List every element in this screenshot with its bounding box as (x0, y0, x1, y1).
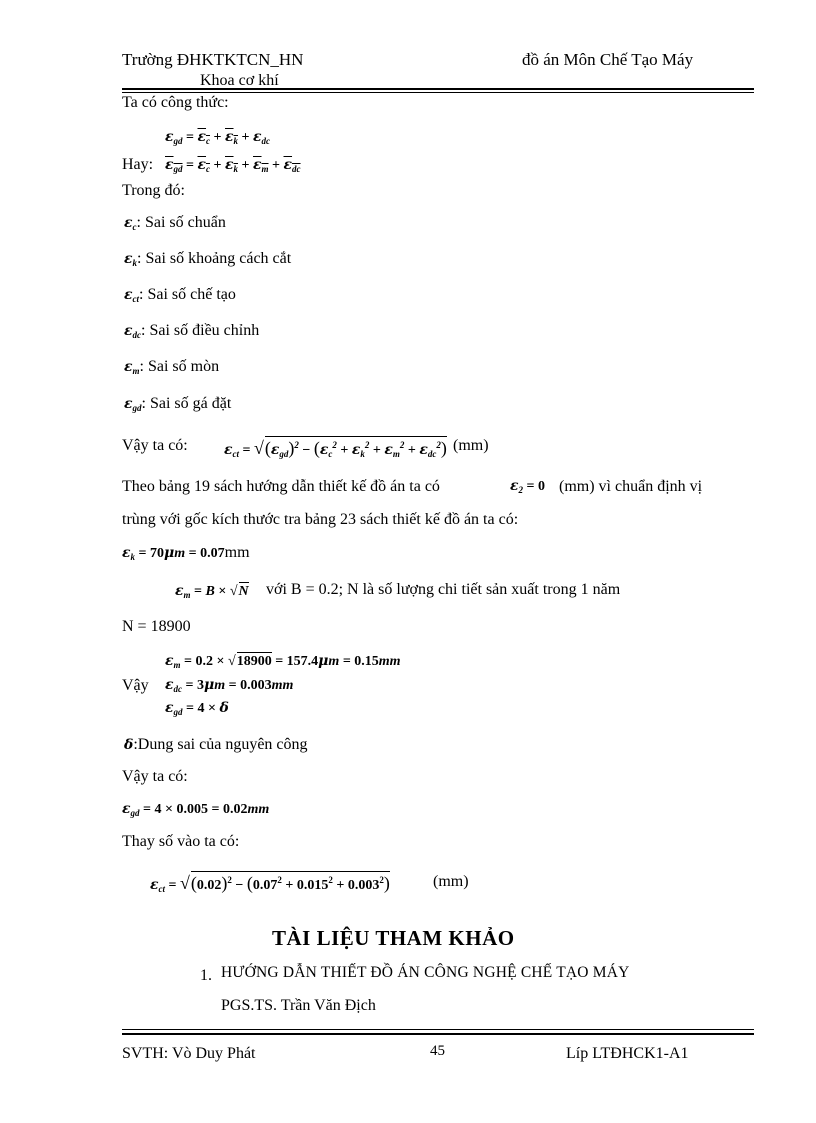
formula-ect-general: $\varepsilon_{ct} = √(\varepsilon_{gd})^2 - (\varepsilon_c^2 + \varepsilon_k^2 + \varepsilon_m^2 + \varepsilon_{dc}^2)$ (224, 438, 447, 459)
mm-unit-2: (mm) (433, 873, 469, 890)
footer-student: SVTH: Vò Duy Phát (122, 1045, 256, 1062)
def-egd: $\varepsilon_{gd}$: Sai số gá đặt (124, 395, 232, 413)
formula-gd-sum: $\varepsilon_{gd} = \varepsilon_c + \varepsilon_k + \varepsilon_{dc}$ (165, 129, 271, 146)
theo-bang-text-2: (mm) vì chuẩn định vị (559, 478, 703, 495)
footer-class: Líp LTĐHCK1-A1 (566, 1045, 689, 1062)
reference-author: PGS.TS. Trần Văn Địch (221, 997, 376, 1014)
def-ek: $\varepsilon_k$: Sai số khoảng cách cắt (124, 250, 292, 268)
thay-so-text: Thay số vào ta có: (122, 833, 240, 850)
trung-voi-text: trùng với gốc kích thước tra bảng 23 sách thiết kế đồ án ta có: (122, 511, 519, 528)
theo-bang-text: Theo bảng 19 sách hướng dẫn thiết kế đồ án ta có (122, 478, 440, 495)
reference-title: HƯỚNG DẪN THIẾT ĐỒ ÁN CÔNG NGHỆ CHẾ TẠO MÁY (221, 964, 630, 981)
formula-e2-zero: $\varepsilon_2 = 0$ (510, 478, 545, 495)
header-course: đồ án Môn Chế Tạo Máy (522, 50, 694, 69)
formula-egd-value: $\varepsilon_{gd} = 4 \times 0.005 = 0.02mm$ (122, 801, 270, 818)
header-faculty: Khoa cơ khí (200, 72, 279, 89)
trong-do-text: Trong đó: (122, 182, 185, 199)
formula-gd-vector: $\varepsilon_{gd} = \varepsilon_c + \varepsilon_k + \varepsilon_m + \varepsilon_{dc}$ (165, 157, 301, 174)
formula-ek: $\varepsilon_k = 70\mu m = 0.07mm$ (122, 544, 250, 562)
footer-rule (122, 1033, 754, 1035)
reference-number: 1. (200, 967, 212, 984)
footer-rule-thin (122, 1029, 754, 1030)
delta-def: δ:Dung sai của nguyên công (124, 736, 308, 753)
def-ect: $\varepsilon_{ct}$: Sai số chế tạo (124, 286, 236, 304)
n-value: N = 18900 (122, 618, 191, 635)
header-school: Trường ĐHKTKTCN_HN (122, 50, 304, 69)
hay-label: Hay: (122, 156, 154, 173)
formula-em-value: $\varepsilon_m = 0.2 \times √18900 = 157.4\mu m = 0.15mm$ (165, 653, 401, 670)
intro-text: Ta có công thức: (122, 94, 229, 111)
vay-ta-co-text: Vậy ta có: (122, 437, 188, 454)
em-description: với B = 0.2; N là số lượng chi tiết sản xuất trong 1 năm (266, 581, 621, 598)
vay-ta-co-text-2: Vậy ta có: (122, 768, 188, 785)
formula-em: $\varepsilon_m = B \times √N$ (175, 583, 249, 600)
def-edc: $\varepsilon_{dc}$: Sai số điều chỉnh (124, 322, 260, 340)
footer-page-number: 45 (430, 1043, 445, 1059)
formula-egd-delta: $\varepsilon_{gd} = 4 \times \delta$ (165, 700, 229, 717)
vay-text: Vậy (122, 677, 149, 694)
header-rule (122, 88, 754, 90)
header-rule-thin (122, 92, 754, 93)
mm-unit-1: (mm) (453, 437, 489, 454)
references-title: TÀI LIỆU THAM KHẢO (272, 926, 515, 950)
formula-edc: $\varepsilon_{dc} = 3\mu m = 0.003mm$ (165, 677, 294, 694)
def-ec: $\varepsilon_c$: Sai số chuẩn (124, 214, 226, 232)
formula-ect-numeric: $\varepsilon_{ct} = √(0.02)^2 - (0.07^2 + 0.015^2 + 0.003^2)$ (150, 873, 390, 894)
def-em: $\varepsilon_m$: Sai số mòn (124, 358, 220, 376)
